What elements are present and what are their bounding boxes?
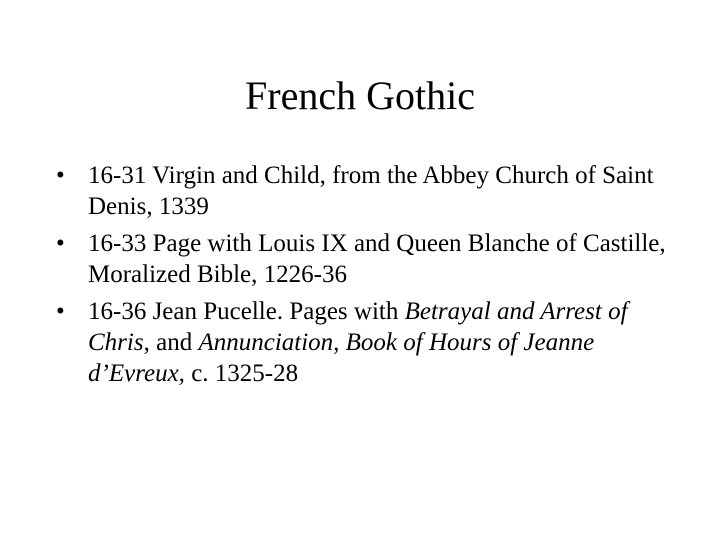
bullet-icon: •	[56, 230, 65, 257]
artwork-title-italic: Annunciation, Book of Hours of Jeanne d’Evreux,	[88, 329, 595, 387]
artwork-title-italic: Betrayal and Arrest of Chris	[88, 298, 628, 356]
bullet-item	[56, 160, 676, 222]
bullet-text-part: , and	[143, 329, 199, 356]
bullet-text: 16-31 Virgin and Child, from the Abbey Church of Saint Denis, 1339	[88, 162, 654, 220]
bullet-icon: •	[56, 162, 65, 189]
bullet-text: 16-33 Page with Louis IX and Queen Blanche of Castille, Moralized Bible, 1226-36	[88, 230, 666, 288]
bullet-item	[56, 296, 676, 389]
bullet-icon: •	[56, 298, 65, 325]
bullet-list	[56, 160, 676, 395]
slide-title: French Gothic	[245, 73, 475, 118]
bullet-text-part: 16-36 Jean Pucelle. Pages with	[88, 298, 405, 325]
bullet-item	[56, 228, 676, 290]
bullet-text-part: c. 1325-28	[184, 360, 299, 387]
